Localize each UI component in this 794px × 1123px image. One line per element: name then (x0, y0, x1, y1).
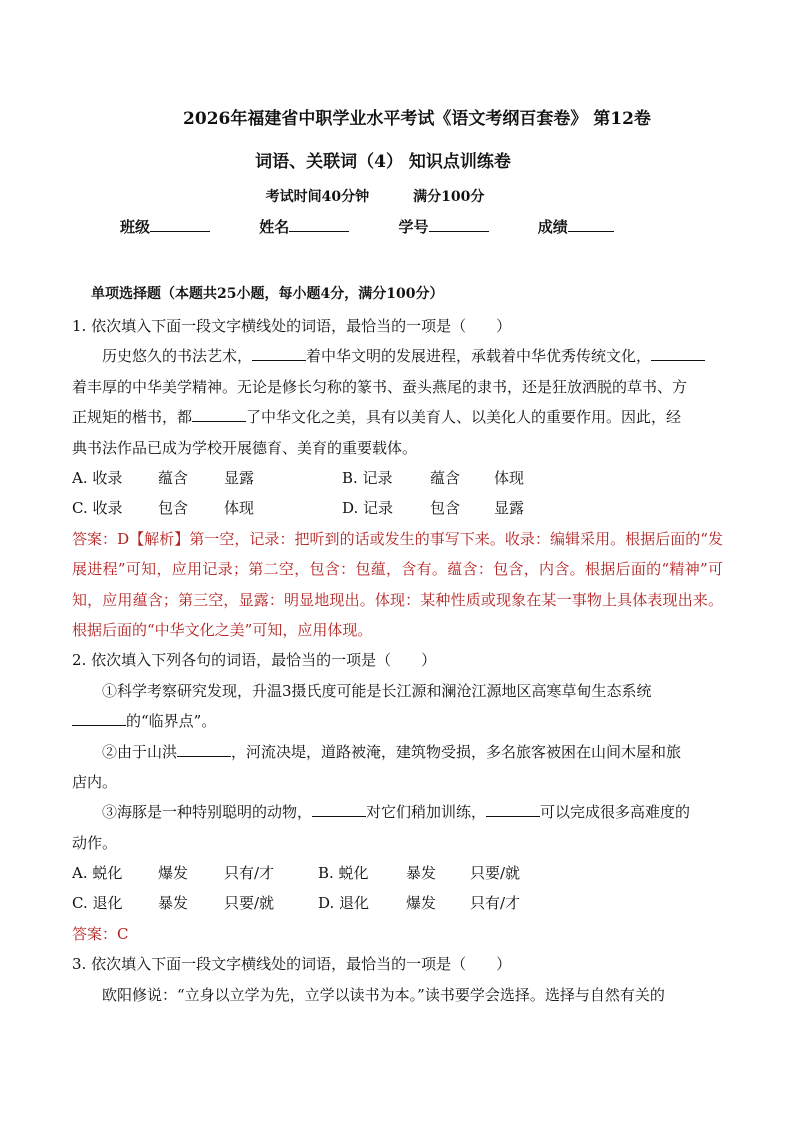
q1-text: 着中华文明的发展进程，承载着中华优秀传统文化， (306, 347, 652, 366)
q2-option-b[interactable]: B. 蜕化 (318, 864, 369, 883)
q1-option-c-word: 包含 (158, 499, 189, 518)
q2-option-c-word: 暴发 (158, 894, 189, 913)
q1-option-c-word: 体现 (224, 499, 255, 518)
q2-options-row (72, 858, 723, 888)
exam-meta (0, 186, 772, 206)
exam-title: 2026年福建省中职学业水平考试《语文考纲百套卷》 第12卷 (183, 109, 651, 129)
q2-blank-1[interactable] (72, 710, 126, 726)
q1-option-d-word: 包含 (430, 499, 461, 518)
q2-sentence-2-cont: 店内。 (72, 772, 118, 791)
q1-passage-line (72, 341, 723, 371)
q1-option-d-word: 显露 (494, 499, 525, 518)
q2-option-b-word: 暴发 (406, 864, 437, 883)
q1-option-b[interactable]: B. 记录 (342, 468, 393, 487)
q2-option-d-word: 爆发 (406, 894, 437, 913)
q1-stem: 1. 依次填入下面一段文字横线处的词语，最恰当的一项是（ ） (72, 317, 512, 335)
q2-text: 对它们稍加训练， (366, 803, 487, 822)
grade-label: 成绩 (537, 218, 568, 236)
grade-blank[interactable] (568, 217, 614, 232)
q2-option-a-word: 爆发 (158, 864, 189, 883)
q2-text: 的“临界点”。 (126, 712, 217, 731)
q3-stem: 3. 依次填入下面一段文字横线处的词语，最恰当的一项是（ ） (72, 955, 512, 974)
q2-option-c[interactable]: C. 退化 (72, 894, 123, 913)
exam-score: 满分100分 (413, 189, 485, 205)
q1-text: 正规矩的楷书，都 (72, 408, 193, 427)
q2-sentence-1-cont (72, 706, 723, 736)
q2-text: ③海豚是一种特别聪明的动物， (102, 803, 313, 822)
q1-option-a[interactable]: A. 收录 (72, 468, 123, 487)
q1-option-b-word: 体现 (494, 468, 525, 487)
q1-option-c[interactable]: C. 收录 (72, 499, 123, 518)
q1-passage-line: 着丰厚的中华美学精神。无论是修长匀称的篆书、蚕头燕尾的隶书，还是狂放洒脱的草书、方 (72, 377, 688, 396)
exam-subtitle: 词语、关联词（4） 知识点训练卷 (255, 152, 511, 172)
q2-sentence-2 (72, 737, 723, 767)
q2-options-row (72, 888, 723, 918)
id-blank[interactable] (429, 217, 489, 232)
q1-passage-line (72, 402, 723, 432)
q2-option-d[interactable]: D. 退化 (318, 894, 370, 913)
q1-options-row (72, 493, 723, 523)
id-label: 学号 (398, 218, 429, 236)
q1-blank-1[interactable] (252, 345, 306, 361)
name-field (259, 216, 349, 237)
q1-text: 历史悠久的书法艺术， (102, 347, 253, 366)
q1-option-b-word: 蕴含 (430, 468, 461, 487)
q2-blank-2[interactable] (177, 741, 231, 757)
q1-option-a-word: 显露 (224, 468, 255, 487)
name-blank[interactable] (289, 217, 349, 232)
q1-answer: 答案：D【解析】第一空，记录：把听到的话或发生的事写下来。收录：编辑采用。根据后面的“发展进程”可知，应用记录；第二空，包含：包蕴，含有。蕴含：包含，内含。根据后面的“精神”可知，应用蕴含；第三空，显露：明显地现出。体现：某种性质或现象在某一事物上具体表现出来。根据后面的“中华文化之美”可知，应用体现。 (72, 529, 723, 639)
q2-option-b-word: 只要/就 (470, 864, 521, 883)
student-info-row (120, 216, 658, 237)
q2-sentence-1: ①科学考察研究发现，升温3摄氏度可能是长江源和澜沧江源地区高寒草甸生态系统 (102, 681, 652, 700)
q1-text: 了中华文化之美，具有以美育人、以美化人的重要作用。因此，经 (246, 408, 682, 427)
q1-blank-3[interactable] (192, 406, 246, 422)
exam-time: 考试时间40分钟 (265, 189, 370, 205)
q1-blank-2[interactable] (651, 345, 705, 361)
q2-option-d-word: 只有/才 (470, 894, 521, 913)
q3-passage-line: 欧阳修说：“立身以立学为先，立学以读书为本。”读书要学会选择。选择与自然有关的 (102, 985, 665, 1004)
q2-text: ②由于山洪 (102, 742, 178, 761)
q2-blank-3[interactable] (312, 801, 366, 817)
q2-answer: 答案：C (72, 924, 129, 943)
q1-passage-line: 典书法作品已成为学校开展德育、美育的重要载体。 (72, 438, 418, 457)
q2-blank-4[interactable] (486, 801, 540, 817)
q2-stem: 2. 依次填入下列各句的词语，最恰当的一项是（ ） (72, 651, 437, 670)
q1-option-a-word: 蕴含 (158, 468, 189, 487)
q2-option-a-word: 只有/才 (224, 864, 275, 883)
class-field (120, 216, 210, 237)
grade-field (538, 216, 614, 237)
q1-options-row (72, 463, 723, 493)
name-label: 姓名 (259, 218, 290, 236)
q2-sentence-3-cont: 动作。 (72, 833, 118, 852)
class-blank[interactable] (150, 217, 210, 232)
q2-option-a[interactable]: A. 蜕化 (72, 864, 123, 883)
q1-option-d[interactable]: D. 记录 (342, 499, 394, 518)
q2-option-c-word: 只要/就 (224, 894, 275, 913)
class-label: 班级 (120, 218, 151, 236)
question-list (72, 311, 723, 1010)
section-title: 单项选择题（本题共25小题，每小题4分，满分100分） (91, 286, 444, 302)
id-field (399, 216, 489, 237)
q2-text: ，河流决堤，道路被淹，建筑物受损，多名旅客被困在山间木屋和旅 (231, 742, 682, 761)
q2-text: 可以完成很多高难度的 (540, 803, 691, 822)
q2-sentence-3 (72, 797, 723, 827)
